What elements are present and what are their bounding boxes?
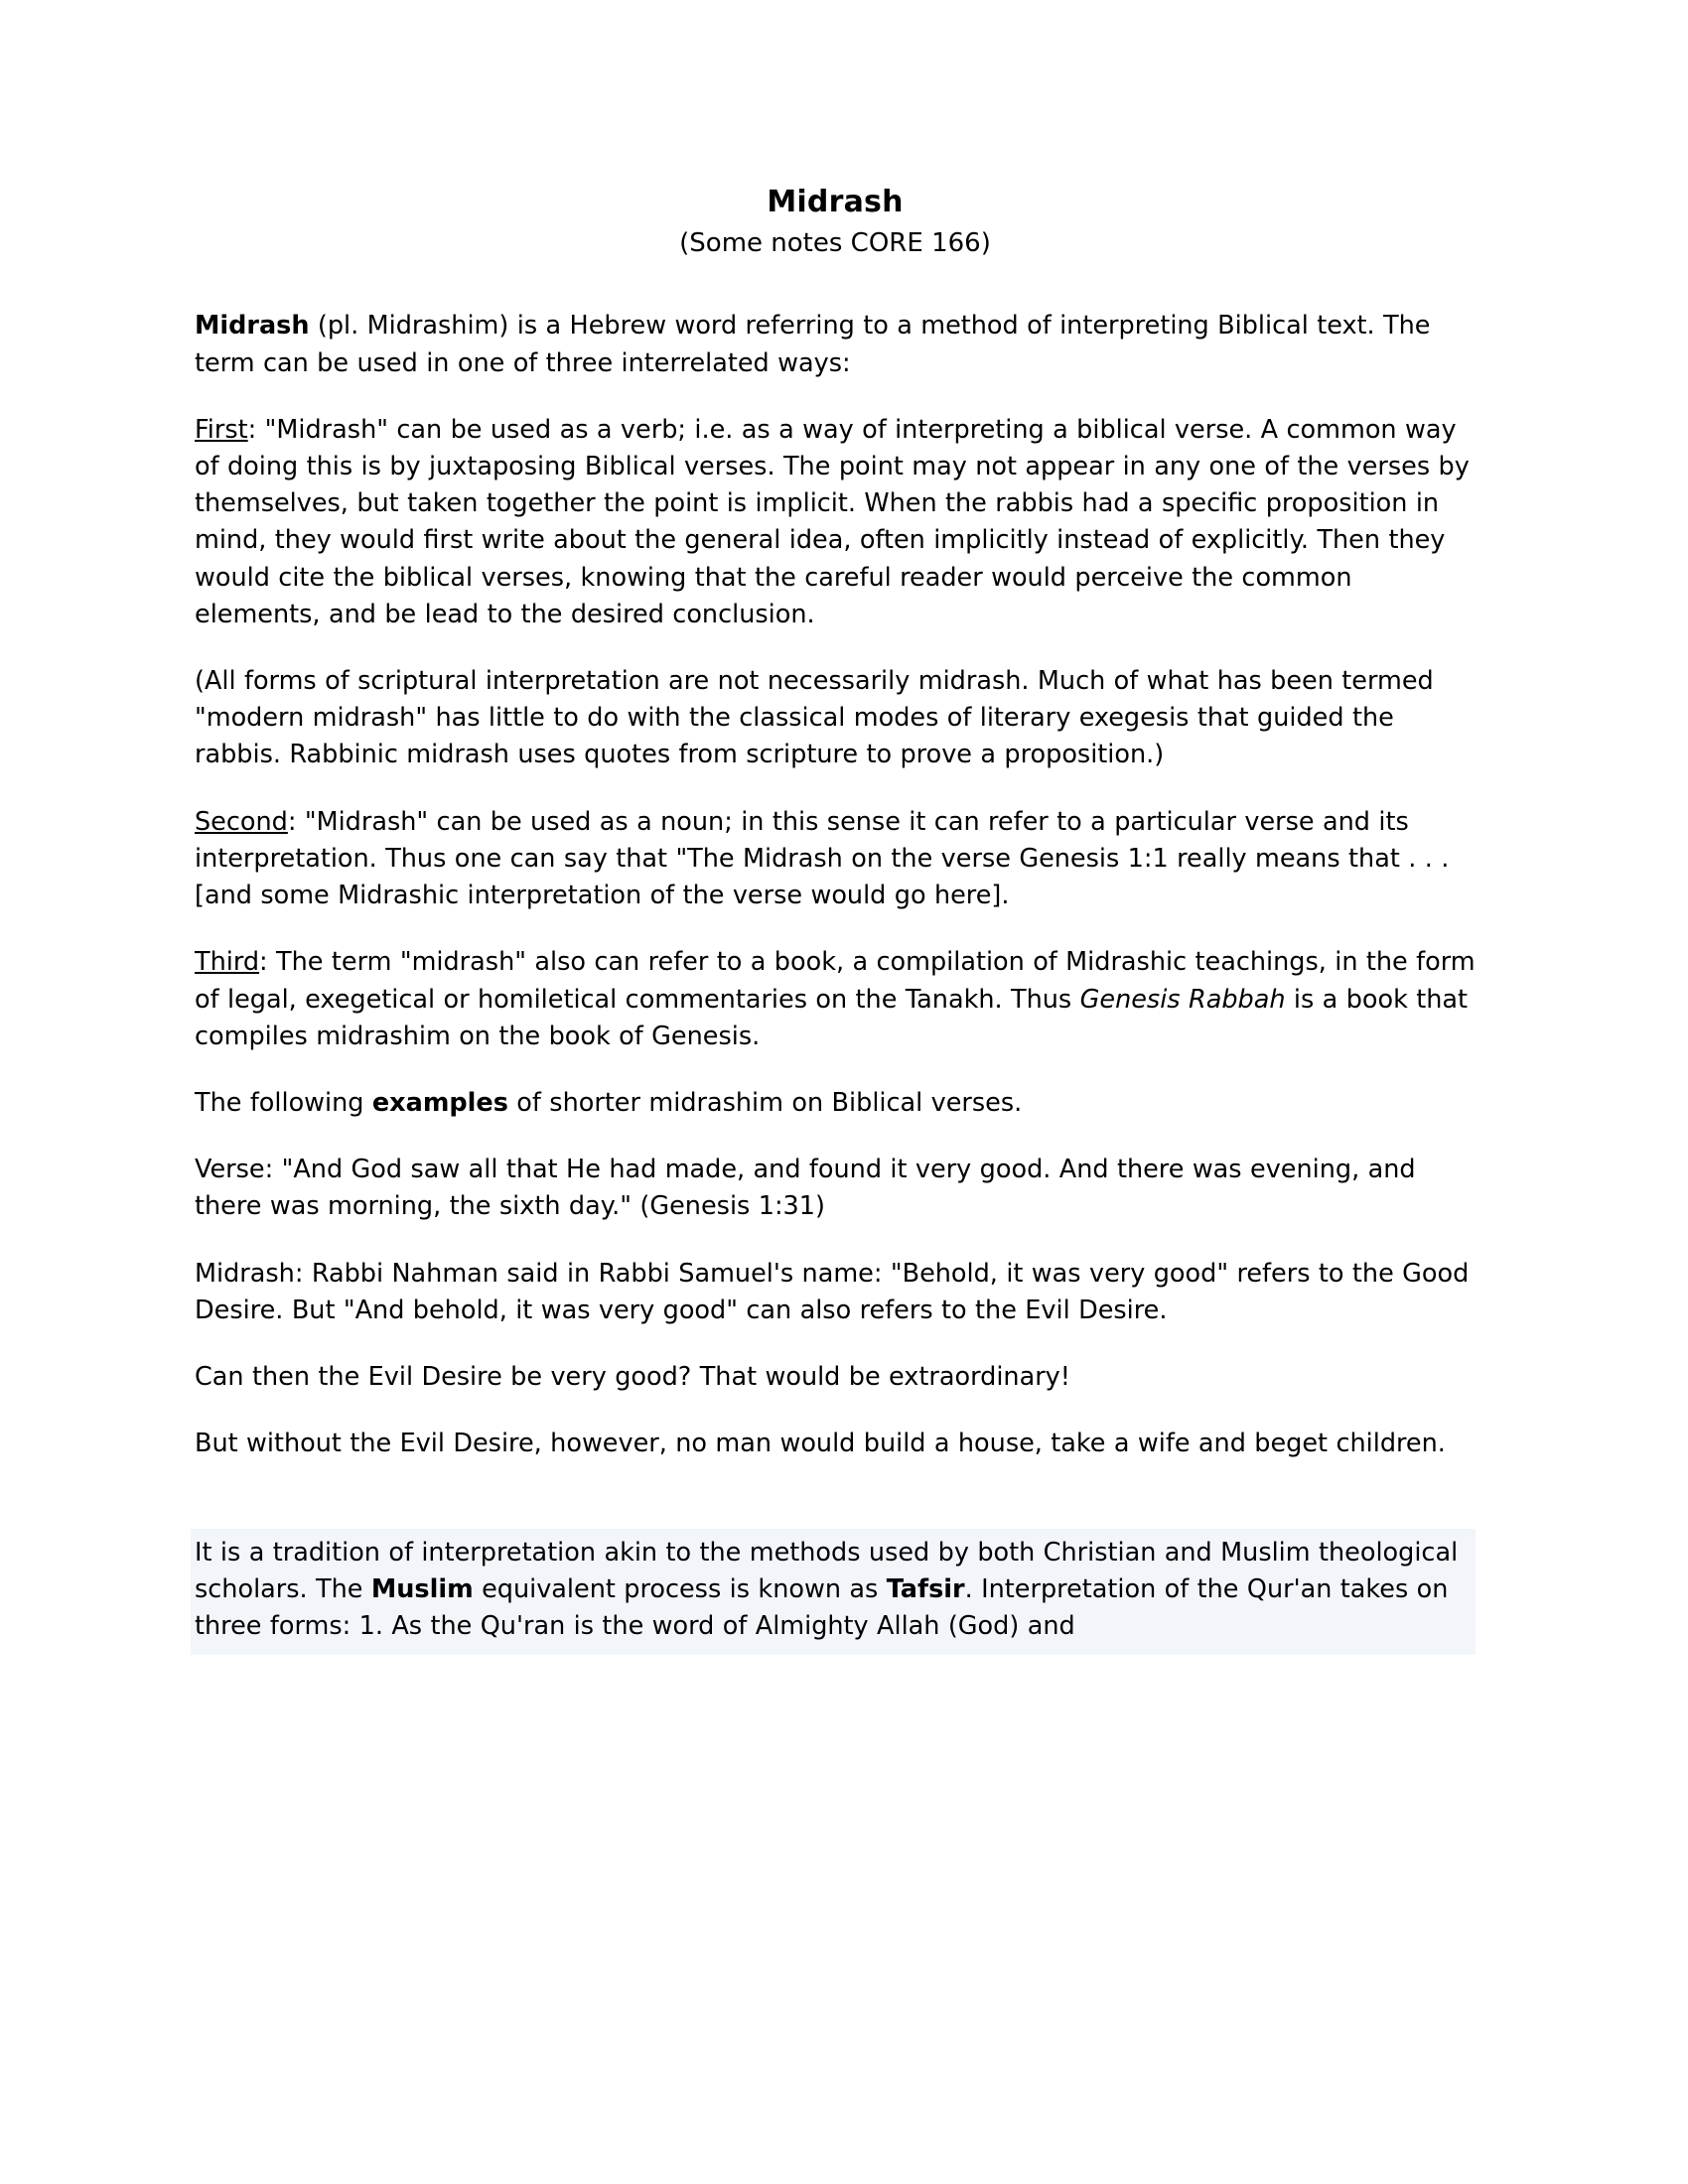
first-body: "Midrash" can be used as a verb; i.e. as a way of interpreting a biblical verse. A common way of doing this is by juxtaposing Biblical verses. The point may not appear in any one of the verses by themselves, but taken together the point is implicit. When the rabbis had a specific proposition in mind, they would first write about the general idea, often implicitly instead of explicitly. Then they would cite the biblical verses, knowing that the careful reader would perceive the common elements, and be lead to the desired conclusion. — [195, 414, 1470, 629]
examples-intro-after: of shorter midrashim on Biblical verses. — [507, 1088, 1023, 1119]
closing-part2: equivalent process is known as — [473, 1573, 887, 1604]
first-colon: : — [247, 414, 257, 445]
second-paragraph — [195, 804, 1476, 915]
closing-bold-muslim: Muslim — [370, 1573, 474, 1604]
closing-bold-tafsir: Tafsir — [886, 1573, 965, 1604]
second-marker: Second — [195, 806, 288, 837]
third-body-part2: is a book that compiles midrashim on the book of Genesis. — [195, 984, 1469, 1051]
example-conclusion: But without the Evil Desire, however, no man would build a house, take a wife and beget children. — [195, 1429, 1446, 1459]
page-subtitle: (Some notes CORE 166) — [679, 227, 991, 258]
second-body: "Midrash" can be used as a noun; in this sense it can refer to a particular verse and its interpretation. Thus one can say that "The Midrash on the verse Genesis 1:1 really means that . . . [and some Midrashic interpretation of the verse would go here]. — [195, 806, 1450, 911]
third-colon: : — [259, 947, 268, 978]
closing-highlight-region — [191, 1529, 1476, 1656]
third-marker: Third — [195, 947, 260, 978]
first-paragraph — [195, 412, 1476, 633]
third-paragraph — [195, 944, 1476, 1055]
intro-paragraph — [195, 308, 1476, 381]
example-verse: Verse: "And God saw all that He had made, and found it very good. And there was evening, and there was morning, the sixth day." (Genesis 1:31) — [195, 1155, 1416, 1222]
examples-intro-paragraph — [195, 1085, 1476, 1122]
closing-part3: . Interpretation of the Qur'an takes on three forms: 1. As the Qu'ran is the word of Almighty Allah (God) and — [195, 1573, 1449, 1641]
examples-intro-bold: examples — [371, 1088, 508, 1119]
page-title: Midrash — [767, 185, 904, 219]
intro-body: (pl. Midrashim) is a Hebrew word referring to a method of interpreting Biblical text. The term can be used in one of three interrelated ways: — [195, 311, 1431, 378]
example-midrash: Midrash: Rabbi Nahman said in Rabbi Samuel's name: "Behold, it was very good" refers to the Good Desire. But "And behold, it was very good" can also refers to the Evil Desire. — [195, 1258, 1470, 1325]
intro-lead-bold: Midrash — [195, 311, 310, 341]
third-body-part1: The term "midrash" also can refer to a book, a compilation of Midrashic teachings, in the form of legal, exegetical or homiletical commentaries on the Tanakh. Thus — [195, 947, 1476, 1015]
document-content — [195, 184, 1476, 1655]
first-marker: First — [195, 414, 248, 445]
examples-intro-before: The following — [195, 1088, 372, 1119]
third-italic-title: Genesis Rabbah — [1079, 984, 1286, 1015]
parenthetical-block: (All forms of scriptural interpretation are not necessarily midrash. Much of what has been termed "modern midrash" has little to do with the classical modes of literary exegesis that guided the rabbis. Rabbinic midrash uses quotes from scripture to prove a proposition.) — [195, 666, 1434, 770]
closing-part1: It is a tradition of interpretation akin to the methods used by both Christian and Muslim theological scholars. The — [195, 1537, 1459, 1604]
closing-paragraph — [195, 1535, 1466, 1646]
second-colon: : — [287, 806, 297, 837]
example-question: Can then the Evil Desire be very good? That would be extraordinary! — [195, 1362, 1070, 1393]
